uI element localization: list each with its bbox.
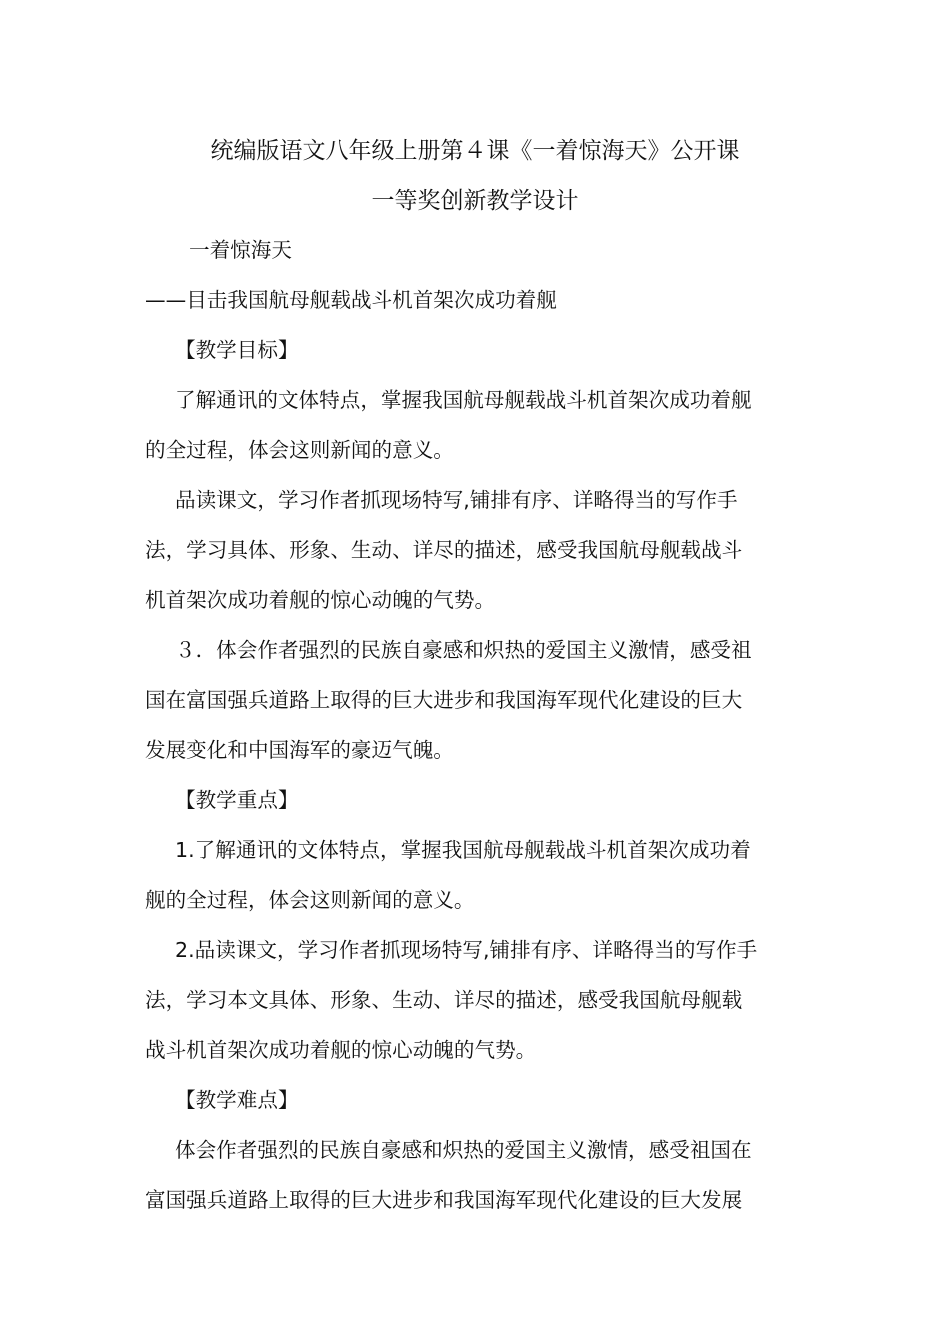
- paragraph-line: 国在富国强兵道路上取得的巨大进步和我国海军现代化建设的巨大: [145, 688, 743, 712]
- lesson-heading: 一着惊海天: [189, 238, 292, 262]
- paragraph-line: 的全过程，体会这则新闻的意义。: [145, 438, 454, 462]
- paragraph-line: ３．体会作者强烈的民族自豪感和炽热的爱国主义激情，感受祖: [175, 638, 752, 662]
- paragraph-line: 1.了解通讯的文体特点，掌握我国航母舰载战斗机首架次成功着: [175, 838, 751, 862]
- paragraph-line: 舰的全过程，体会这则新闻的意义。: [145, 888, 475, 912]
- paragraph-line: 2.品读课文，学习作者抓现场特写,铺排有序、详略得当的写作手: [175, 938, 758, 962]
- document-title-line1: 统编版语文八年级上册第４课《一着惊海天》公开课: [210, 138, 740, 164]
- section-label-difficulty: 【教学难点】: [175, 1088, 299, 1112]
- lesson-subheading: ——目击我国航母舰载战斗机首架次成功着舰: [145, 288, 557, 312]
- paragraph-line: 品读课文，学习作者抓现场特写,铺排有序、详略得当的写作手: [175, 488, 738, 512]
- section-label-goals: 【教学目标】: [175, 338, 299, 362]
- document-title-line2: 一等奖创新教学设计: [371, 188, 579, 214]
- paragraph-line: 发展变化和中国海军的豪迈气魄。: [145, 738, 454, 762]
- paragraph-line: 战斗机首架次成功着舰的惊心动魄的气势。: [145, 1038, 537, 1062]
- section-label-key: 【教学重点】: [175, 788, 299, 812]
- paragraph-line: 法，学习本文具体、形象、生动、详尽的描述，感受我国航母舰载: [145, 988, 743, 1012]
- paragraph-line: 体会作者强烈的民族自豪感和炽热的爱国主义激情，感受祖国在: [175, 1138, 752, 1162]
- paragraph-line: 法，学习具体、形象、生动、详尽的描述，感受我国航母舰载战斗: [145, 538, 743, 562]
- paragraph-line: 富国强兵道路上取得的巨大进步和我国海军现代化建设的巨大发展: [145, 1188, 743, 1212]
- paragraph-line: 机首架次成功着舰的惊心动魄的气势。: [145, 588, 496, 612]
- paragraph-line: 了解通讯的文体特点，掌握我国航母舰载战斗机首架次成功着舰: [175, 388, 752, 412]
